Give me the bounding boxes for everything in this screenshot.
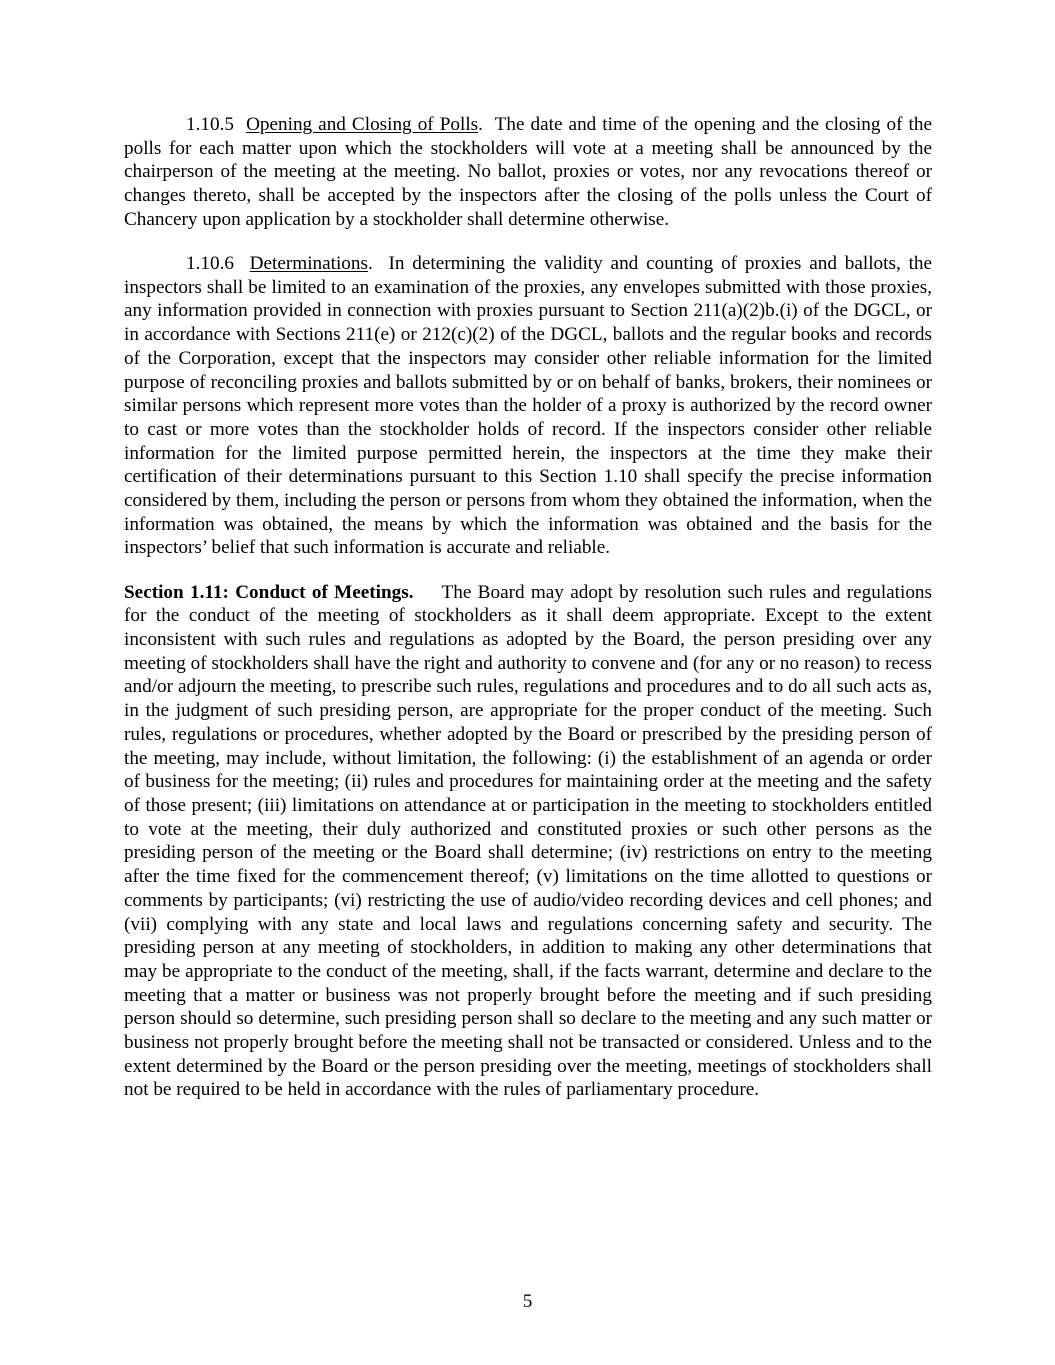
paragraph-1-10-6 [124, 252, 932, 560]
paragraph-1-10-5 [124, 113, 932, 232]
heading-suffix: . [367, 253, 373, 275]
heading-suffix: . [478, 114, 483, 135]
section-heading: Determinations [249, 253, 368, 275]
section-number: 1.10.5 [186, 114, 234, 135]
document-page [124, 113, 932, 1102]
section-heading: Section 1.11: Conduct of Meetings. [124, 581, 414, 603]
paragraph-section-1-11 [124, 581, 932, 1102]
section-body: In determining the validity and counting of proxies and ballots, the inspectors shall be limited to an examination of the proxies, any envelopes submitted with those proxies, any information provided in connection with proxies pursuant to Section 211(a)(2)b.(i) of the DGCL, or in accordance with Sections 211(e) or 212(c)(2) of the DGCL, ballots and the regular books and records of the Corporation, except that the inspectors may consider other reliable information for the limited purpose of reconciling proxies and ballots submitted by or on behalf of banks, brokers, their nominees or similar persons which represent more votes than the holder of a proxy is authorized by the record owner to cast or more votes than the stockholder holds of record. If the inspectors consider other reliable information for the limited purpose permitted herein, the inspectors at the time they make their certification of their determinations pursuant to this Section 1.10 shall specify the precise information considered by them, including the person or persons from whom they obtained the information, when the information was obtained, the means by which the information was obtained and the basis for the inspectors’ belief that such information is accurate and reliable. [124, 253, 933, 559]
section-heading: Opening and Closing of Polls [246, 114, 479, 135]
section-body: The date and time of the opening and the closing of the polls for each matter upon which the stockholders will vote at a meeting shall be announced by the chairperson of the meeting at the meeting. No ballot, proxies or votes, nor any revocations thereof or changes thereto, shall be accepted by the inspectors after the closing of the polls unless the Court of Chancery upon application by a stockholder shall determine otherwise. [124, 114, 932, 230]
section-number: 1.10.6 [186, 253, 234, 275]
section-body: The Board may adopt by resolution such rules and regulations for the conduct of the meeting of stockholders as it shall deem appropriate. Except to the extent inconsistent with such rules and regulations as adopted by the Board, the person presiding over any meeting of stockholders shall have the right and authority to convene and (for any or no reason) to recess and/or adjourn the meeting, to prescribe such rules, regulations and procedures and to do all such acts as, in the judgment of such presiding person, are appropriate for the proper conduct of the meeting. Such rules, regulations or procedures, whether adopted by the Board or prescribed by the presiding person of the meeting, may include, without limitation, the following: (i) the establishment of an agenda or order of business for the meeting; (ii) rules and procedures for maintaining order at the meeting and the safety of those present; (iii) limitations on attendance at or participation in the meeting to stockholders entitled to vote at the meeting, their duly authorized and constituted proxies or such other persons as the presiding person of the meeting or the Board shall determine; (iv) restrictions on entry to the meeting after the time fixed for the commencement thereof; (v) limitations on the time allotted to questions or comments by participants; (vi) restricting the use of audio/video recording devices and cell phones; and (vii) complying with any state and local laws and regulations concerning safety and security. The presiding person at any meeting of stockholders, in addition to making any other determinations that may be appropriate to the conduct of the meeting, shall, if the facts warrant, determine and declare to the meeting that a matter or business was not properly brought before the meeting and if such presiding person should so determine, such presiding person shall so declare to the meeting and any such matter or business not properly brought before the meeting shall not be transacted or considered. Unless and to the extent determined by the Board or the person presiding over the meeting, meetings of stockholders shall not be required to be held in accordance with the rules of parliamentary procedure. [124, 581, 932, 1101]
page-number: 5 [522, 1291, 533, 1312]
